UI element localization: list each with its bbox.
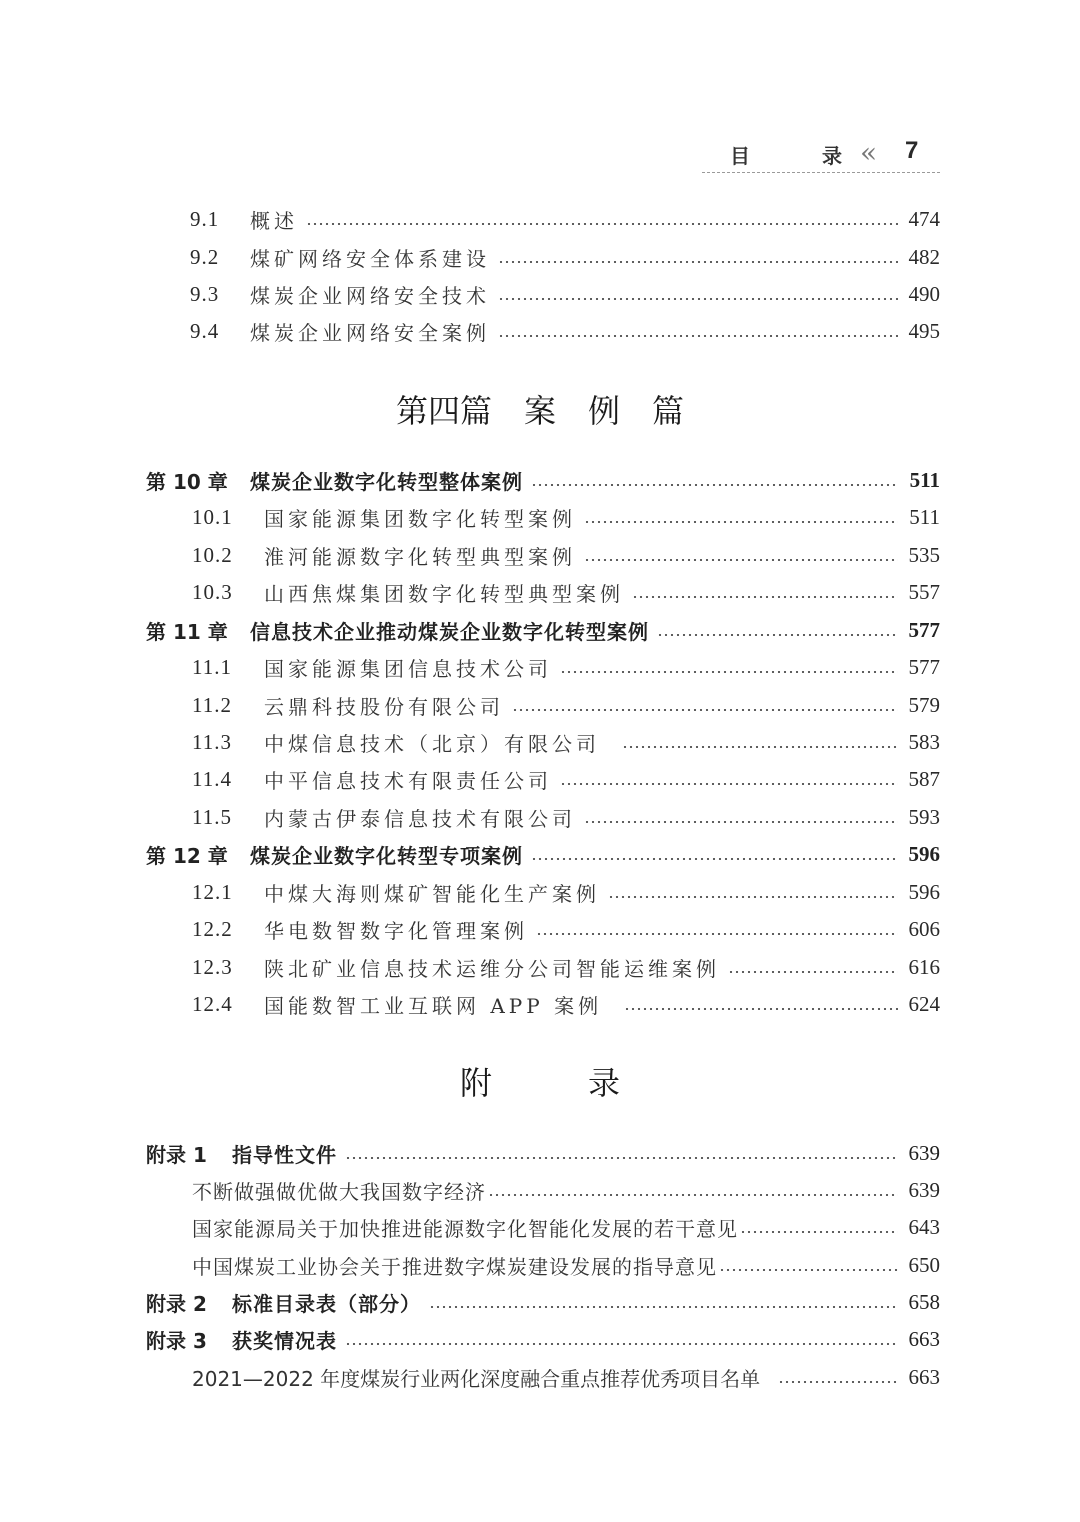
- entry-title: 内蒙古伊泰信息技术有限公司: [264, 806, 576, 831]
- dot-leader: [728, 971, 898, 973]
- toc-entry[interactable]: [192, 764, 940, 794]
- dot-leader: [778, 1381, 898, 1383]
- appendix-title: 附 录: [459, 1064, 620, 1102]
- toc-entry[interactable]: [192, 652, 940, 682]
- entry-page: 511: [909, 504, 940, 529]
- header-label-right: 录: [822, 144, 842, 168]
- toc-entry[interactable]: [192, 877, 940, 907]
- appendix-number: 附录 1: [146, 1142, 207, 1167]
- entry-page: 482: [908, 244, 940, 269]
- entry-title: 中平信息技术有限责任公司: [264, 768, 552, 793]
- appendix-title-text: 获奖情况表: [232, 1328, 337, 1353]
- toc-chapter[interactable]: [146, 465, 940, 495]
- toc-appendix[interactable]: [146, 1287, 940, 1317]
- toc-entry[interactable]: [192, 540, 940, 570]
- entry-title: 华电数智数字化管理案例: [264, 918, 528, 943]
- chapter-title: 信息技术企业推动煤炭企业数字化转型案例: [250, 619, 649, 644]
- toc-entry[interactable]: [192, 727, 940, 757]
- dot-leader: [719, 1269, 898, 1271]
- entry-number: 11.5: [192, 804, 232, 829]
- toc-entry[interactable]: [192, 1175, 940, 1205]
- double-chevron-left-icon: «: [860, 136, 870, 169]
- entry-number: 9.3: [190, 281, 220, 306]
- dot-leader: [584, 559, 898, 561]
- entry-page: 474: [908, 206, 940, 231]
- entry-page: 490: [908, 281, 940, 306]
- entry-number: 10.3: [192, 579, 233, 604]
- entry-number: 9.1: [190, 206, 220, 231]
- toc-entry[interactable]: [190, 279, 940, 309]
- toc-entry[interactable]: [192, 914, 940, 944]
- dot-leader: [584, 521, 898, 523]
- entry-title: 陕北矿业信息技术运维分公司智能运维案例: [264, 956, 720, 981]
- appendix-number: 附录 2: [146, 1291, 207, 1316]
- toc-chapter[interactable]: [146, 839, 940, 869]
- entry-page: 587: [908, 766, 940, 791]
- entry-title: 国家能源集团信息技术公司: [264, 656, 552, 681]
- dot-leader: [512, 709, 898, 711]
- dot-leader: [560, 671, 898, 673]
- entry-title: 中煤信息技术（北京）有限公司: [264, 731, 600, 756]
- appendix-number: 附录 3: [146, 1328, 207, 1353]
- entry-number: 12.3: [192, 954, 233, 979]
- chapter-number: 第 12 章: [146, 843, 228, 868]
- dot-leader: [560, 783, 898, 785]
- entry-title: 不断做强做优做大我国数字经济: [192, 1179, 486, 1204]
- toc-entry[interactable]: [192, 1212, 940, 1242]
- toc-entry[interactable]: [192, 1250, 940, 1280]
- toc-entry[interactable]: [192, 690, 940, 720]
- toc-entry[interactable]: [192, 502, 940, 532]
- dot-leader: [657, 634, 898, 636]
- part-title: 第四篇 案 例 篇: [395, 392, 684, 430]
- entry-title: 山西焦煤集团数字化转型典型案例: [264, 581, 624, 606]
- dot-leader: [498, 261, 898, 263]
- appendix-page: 663: [908, 1326, 940, 1351]
- header-label-left: 目: [730, 144, 750, 168]
- toc-appendix[interactable]: [146, 1324, 940, 1354]
- entry-number: 9.4: [190, 318, 220, 343]
- running-header: [702, 138, 940, 173]
- entry-page: 495: [908, 318, 940, 343]
- entry-page: 535: [908, 542, 940, 567]
- dot-leader: [632, 596, 898, 598]
- entry-title: 云鼎科技股份有限公司: [264, 694, 504, 719]
- entry-title: 国家能源局关于加快推进能源数字化智能化发展的若干意见: [192, 1216, 738, 1241]
- entry-number: 12.4: [192, 991, 233, 1016]
- dot-leader: [488, 1194, 898, 1196]
- entry-title: 国能数智工业互联网 APP 案例: [264, 993, 603, 1018]
- dot-leader: [740, 1231, 898, 1233]
- appendix-page: 658: [908, 1289, 940, 1314]
- entry-page: 616: [908, 954, 940, 979]
- entry-number: 10.1: [192, 504, 233, 529]
- dot-leader: [429, 1306, 898, 1308]
- entry-title: 煤炭企业网络安全案例: [250, 320, 490, 345]
- chapter-page: 596: [908, 841, 940, 866]
- entry-title: 煤矿网络安全体系建设: [250, 246, 490, 271]
- entry-number: 9.2: [190, 244, 220, 269]
- dot-leader: [531, 858, 898, 860]
- toc-entry[interactable]: [192, 1362, 940, 1392]
- entry-page: 579: [908, 692, 940, 717]
- entry-page: 577: [908, 654, 940, 679]
- dot-leader: [498, 335, 898, 337]
- entry-title: 2021—2022 年度煤炭行业两化深度融合重点推荐优秀项目名单: [192, 1366, 761, 1391]
- entry-title: 煤炭企业网络安全技术: [250, 283, 490, 308]
- toc-entry[interactable]: [190, 204, 940, 234]
- entry-page: 593: [908, 804, 940, 829]
- dot-leader: [306, 223, 898, 225]
- chapter-number: 第 10 章: [146, 469, 228, 494]
- entry-page: 663: [908, 1364, 940, 1389]
- appendix-title-text: 标准目录表（部分）: [232, 1291, 421, 1316]
- dot-leader: [531, 484, 898, 486]
- entry-page: 583: [908, 729, 940, 754]
- toc-chapter[interactable]: [146, 615, 940, 645]
- entry-page: 606: [908, 916, 940, 941]
- toc-appendix[interactable]: [146, 1138, 940, 1168]
- toc-entry[interactable]: [192, 577, 940, 607]
- toc-entry[interactable]: [190, 316, 940, 346]
- entry-page: 650: [908, 1252, 940, 1277]
- chapter-title: 煤炭企业数字化转型专项案例: [250, 843, 523, 868]
- toc-entry[interactable]: [190, 242, 940, 272]
- chapter-title: 煤炭企业数字化转型整体案例: [250, 469, 523, 494]
- dot-leader: [584, 821, 898, 823]
- entry-title: 概述: [250, 208, 298, 233]
- entry-title: 中煤大海则煤矿智能化生产案例: [264, 881, 600, 906]
- entry-number: 11.3: [192, 729, 232, 754]
- entry-number: 11.2: [192, 692, 232, 717]
- entry-number: 12.2: [192, 916, 233, 941]
- dot-leader: [498, 298, 898, 300]
- entry-page: 557: [908, 579, 940, 604]
- entry-page: 596: [908, 879, 940, 904]
- dot-leader: [536, 933, 898, 935]
- page-number: 7: [905, 137, 919, 164]
- toc-entry[interactable]: [192, 989, 940, 1019]
- chapter-number: 第 11 章: [146, 619, 228, 644]
- dot-leader: [345, 1157, 898, 1159]
- entry-number: 10.2: [192, 542, 233, 567]
- chapter-page: 511: [909, 467, 940, 492]
- entry-number: 11.4: [192, 766, 232, 791]
- entry-title: 中国煤炭工业协会关于推进数字煤炭建设发展的指导意见: [192, 1254, 717, 1279]
- dot-leader: [608, 896, 898, 898]
- entry-page: 624: [908, 991, 940, 1016]
- entry-page: 639: [908, 1177, 940, 1202]
- appendix-page: 639: [908, 1140, 940, 1165]
- toc-entry[interactable]: [192, 952, 940, 982]
- entry-title: 淮河能源数字化转型典型案例: [264, 544, 576, 569]
- toc-entry[interactable]: [192, 802, 940, 832]
- entry-title: 国家能源集团数字化转型案例: [264, 506, 576, 531]
- chapter-page: 577: [908, 617, 940, 642]
- dot-leader: [624, 1008, 898, 1010]
- dot-leader: [622, 746, 898, 748]
- entry-page: 643: [908, 1214, 940, 1239]
- entry-number: 11.1: [192, 654, 232, 679]
- appendix-title-text: 指导性文件: [232, 1142, 337, 1167]
- entry-number: 12.1: [192, 879, 233, 904]
- dot-leader: [345, 1343, 898, 1345]
